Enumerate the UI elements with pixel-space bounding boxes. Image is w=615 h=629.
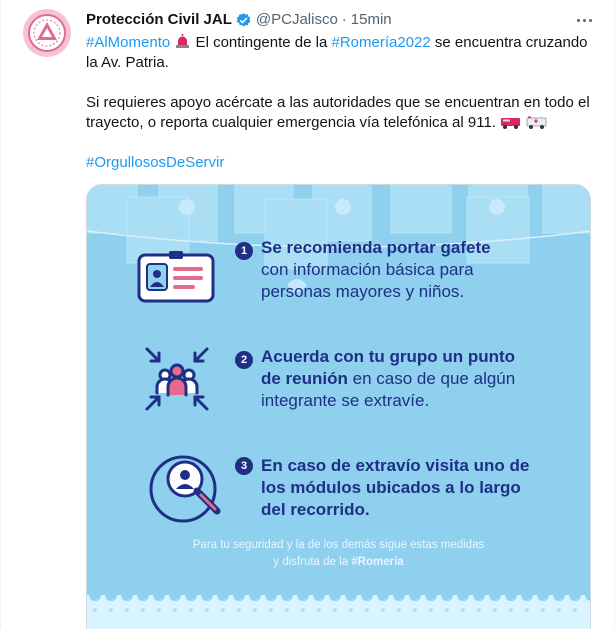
ambulance-emoji-icon [526,114,548,130]
search-person-icon [151,457,217,521]
separator-dot: · [341,11,347,28]
timestamp[interactable]: 15min [350,11,392,28]
hashtag-orgullososdeservir[interactable]: #OrgullososDeServir [86,154,225,171]
civil-protection-logo-icon [27,13,67,53]
tweet-text-line2: Si requieres apoyo acércate a las autoridades que se encuentran en todo el trayecto, o reporta cualquier emergencia vía telefónica al 911. [86,94,590,131]
step-2-line3: integrante se extravíe. [261,391,430,410]
hashtag-almomento[interactable]: #AlMomento [86,34,171,51]
step-3-bold-line2: los módulos ubicados a lo largo [261,478,521,497]
step-3-bold-line1: En caso de extravío visita uno de [261,456,530,475]
hashtag-romeria2022[interactable]: #Romería2022 [331,34,431,51]
id-badge-icon [139,251,213,301]
tweet-text [86,33,601,173]
user-handle[interactable]: @PCJalisco [255,11,338,28]
step-3-number: 3 [235,457,253,475]
avatar[interactable] [23,9,71,57]
siren-emoji-icon [174,33,191,50]
step-2-bold-line2: de reunión [261,369,348,388]
footer-line2b: #Romería [351,556,404,568]
tweet-text-line1a: El contingente de la [191,34,332,51]
more-options-icon[interactable] [572,10,596,30]
step-1-line3: personas mayores y niños. [261,282,465,301]
step-2-line2: en caso de que algún [347,369,516,388]
display-name[interactable]: Protección Civil JAL [86,11,232,28]
tweet-media-image[interactable] [86,184,591,629]
footer-line1: Para tu seguridad y la de los demás sigue estas medidas [192,539,485,551]
tweet-header [86,10,392,30]
step-2-text [261,346,515,412]
step-1-text [261,237,491,303]
fire-engine-emoji-icon [500,114,522,130]
step-2-number: 2 [235,351,253,369]
verified-badge-icon [235,12,252,29]
step-1-bold: Se recomienda portar gafete [261,238,491,257]
media-footer-note [87,537,590,571]
step-1-line2: con información básica para [261,260,474,279]
footer-line2a: y disfruta de la [273,556,352,568]
meeting-point-group-icon [147,349,207,409]
step-3-bold-line3: del recorrido. [261,500,370,519]
tweet-text-line1b: se encuentra cruzando la Av. Patria. [86,34,588,71]
step-2-bold-line1: Acuerda con tu grupo un punto [261,347,516,366]
step-1-number: 1 [235,242,253,260]
step-3-text [261,455,529,521]
